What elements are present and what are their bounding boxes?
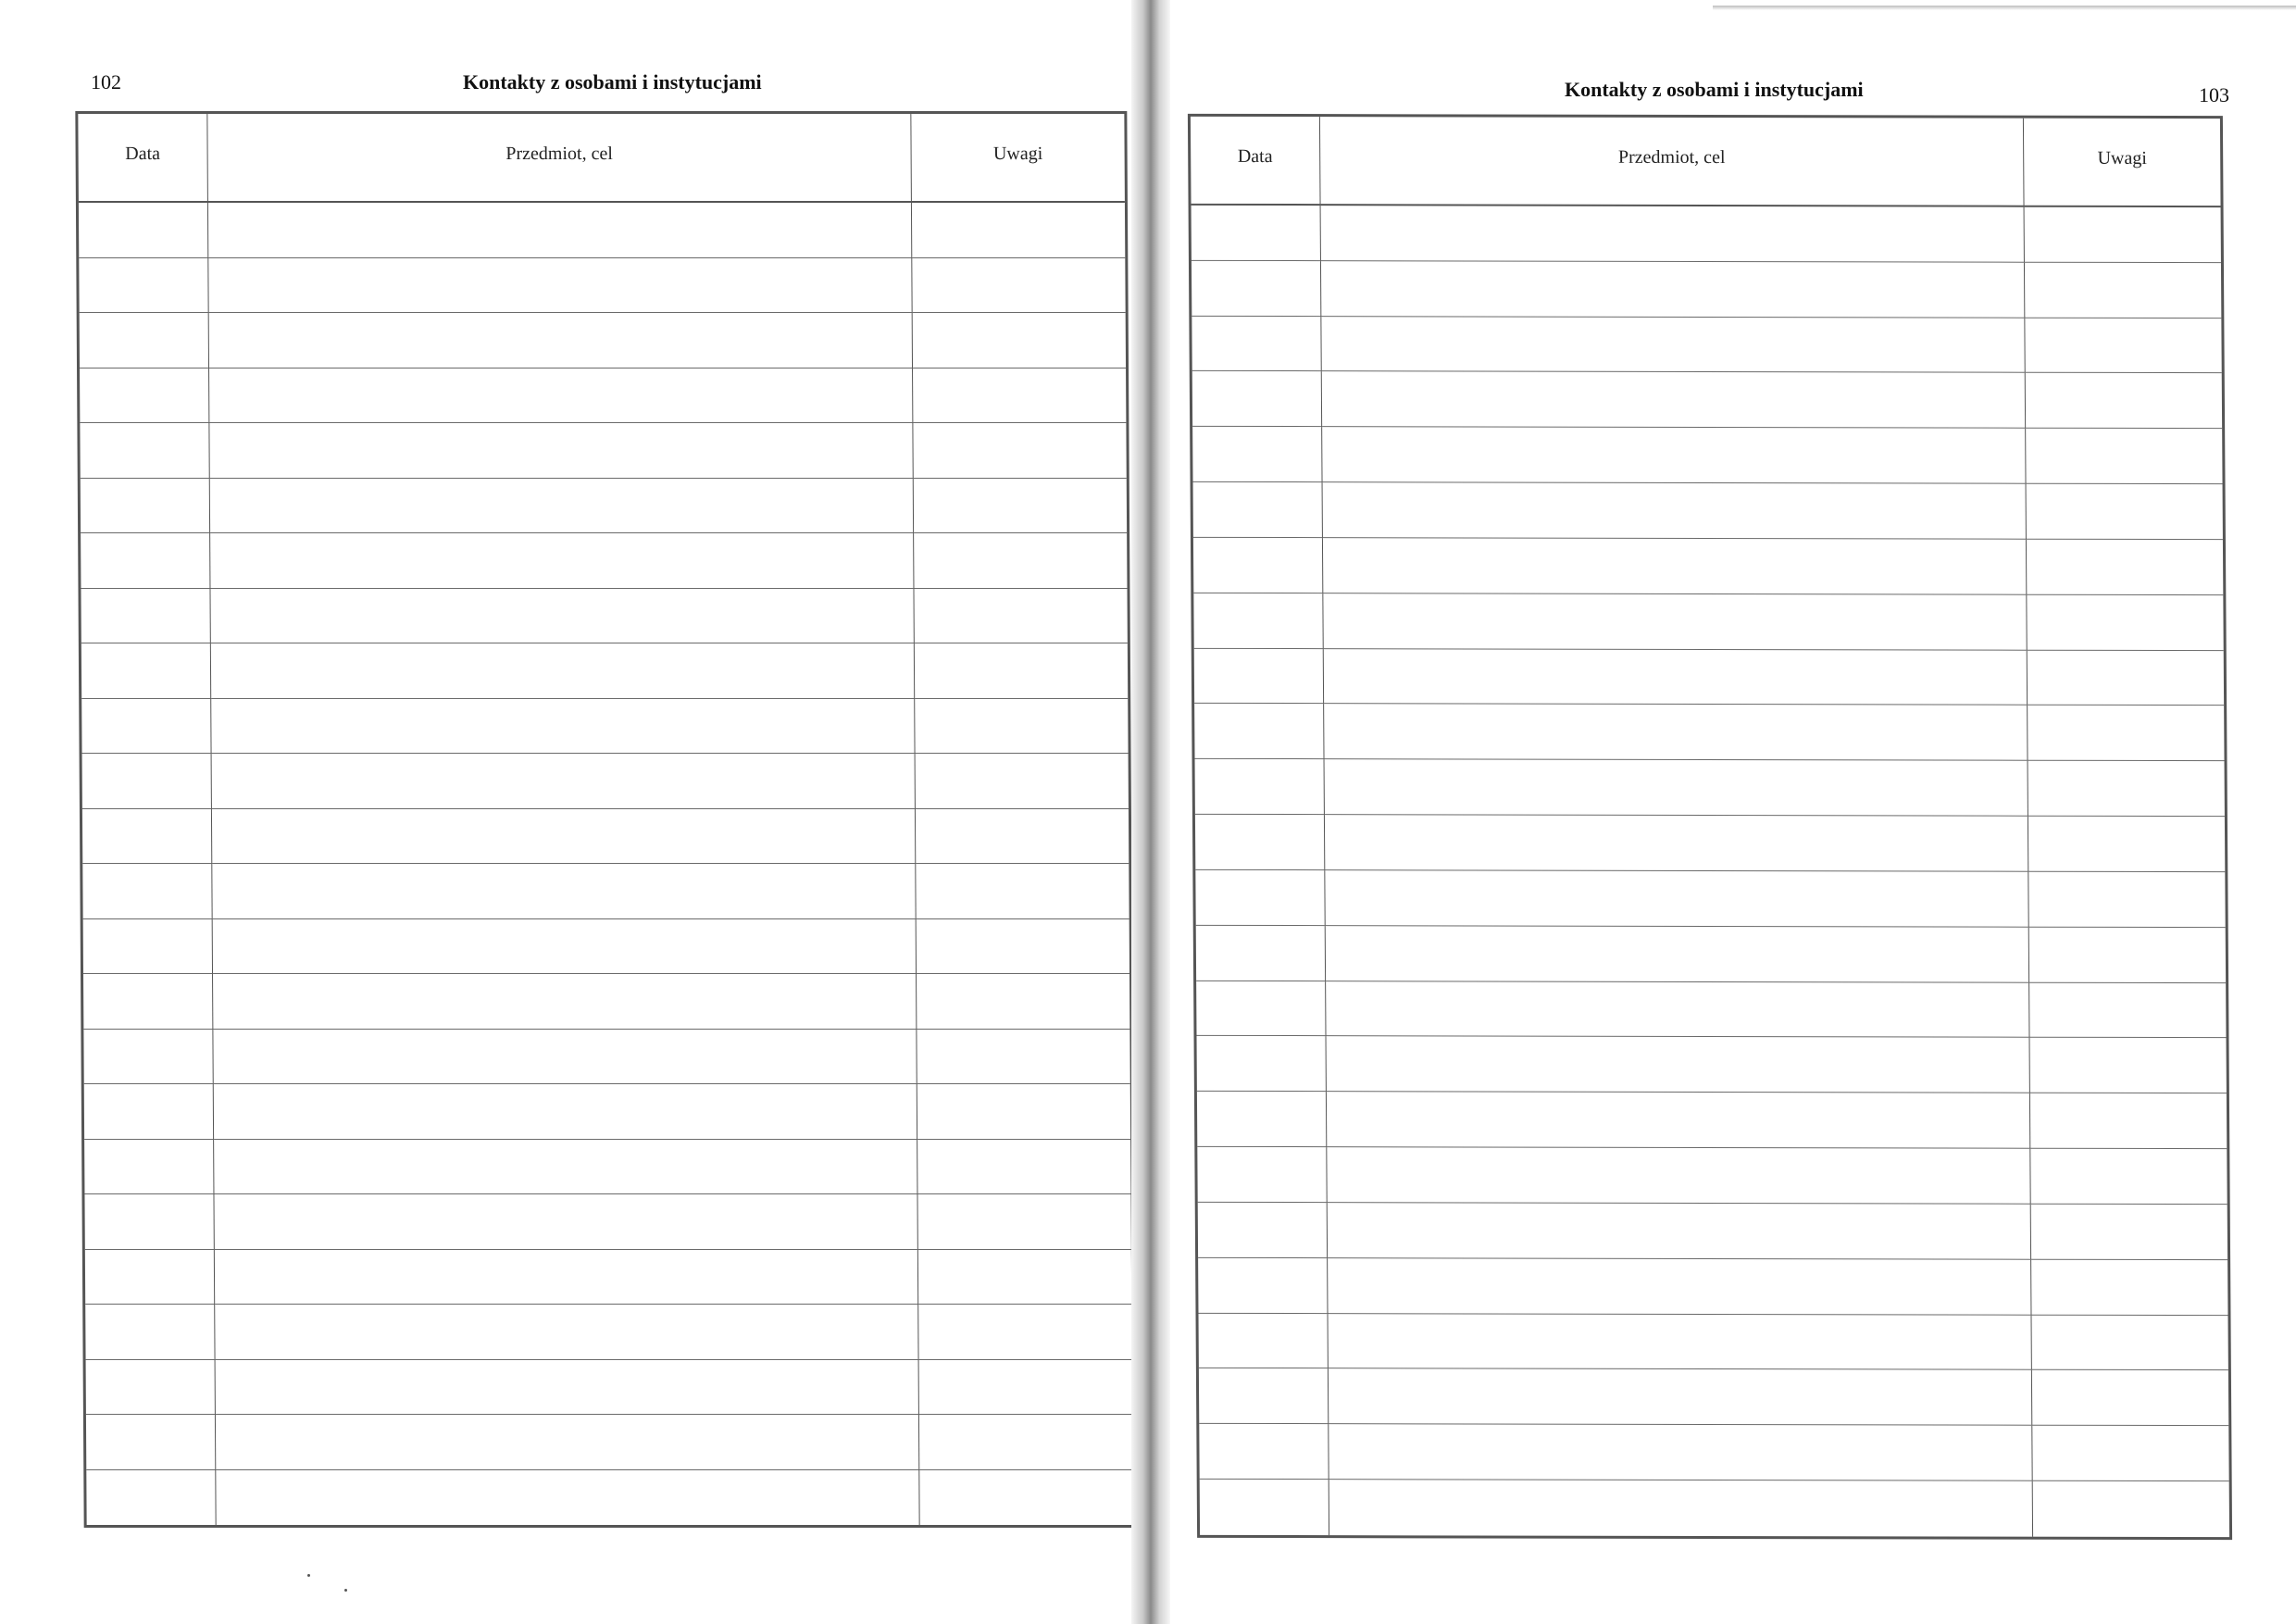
subject-cell <box>215 1305 918 1360</box>
date-cell <box>1196 926 1326 981</box>
remarks-cell <box>916 864 1129 919</box>
date-cell <box>81 589 210 644</box>
subject-cell <box>211 699 915 755</box>
date-cell <box>84 1140 214 1195</box>
date-cell <box>82 754 212 809</box>
contacts-table-left <box>75 111 1135 1528</box>
column-header-date: Data <box>78 114 208 203</box>
date-cell <box>1198 1314 1328 1369</box>
date-cell <box>80 313 209 369</box>
subject-cell <box>213 1030 917 1085</box>
subject-cell <box>1326 981 2029 1038</box>
remarks-cell <box>913 369 1126 424</box>
date-cell <box>1194 648 1324 704</box>
remarks-cell <box>2028 761 2225 817</box>
remarks-cell <box>914 533 1127 589</box>
date-cell <box>84 1194 214 1250</box>
remarks-cell <box>913 313 1126 369</box>
scan-speck <box>344 1589 347 1592</box>
subject-cell <box>216 1360 919 1416</box>
remarks-cell <box>915 699 1128 755</box>
remarks-cell <box>2028 817 2225 872</box>
remarks-cell <box>913 423 1126 479</box>
date-cell <box>79 203 208 258</box>
subject-cell <box>1327 1147 2030 1204</box>
subject-cell <box>1321 261 2025 318</box>
subject-cell <box>1324 649 2028 706</box>
remarks-cell <box>914 479 1127 534</box>
subject-cell <box>1329 1480 2033 1536</box>
date-cell <box>1195 759 1325 815</box>
subject-cell <box>1322 427 2026 483</box>
subject-cell <box>1327 1037 2030 1093</box>
date-cell <box>80 423 209 479</box>
page-number-right: 103 <box>2199 83 2229 106</box>
date-cell <box>82 809 212 865</box>
date-cell <box>79 258 208 314</box>
remarks-cell <box>2030 1149 2227 1205</box>
date-cell <box>1199 1424 1329 1480</box>
remarks-cell <box>917 1140 1130 1195</box>
remarks-cell <box>2029 982 2226 1038</box>
remarks-cell <box>919 1415 1132 1470</box>
date-cell <box>1192 427 1322 482</box>
remarks-cell <box>912 203 1125 258</box>
date-cell <box>1193 593 1323 649</box>
remarks-cell <box>2027 540 2223 595</box>
date-cell <box>1200 1480 1329 1535</box>
subject-cell <box>1328 1203 2031 1259</box>
remarks-cell <box>2026 429 2222 484</box>
date-cell <box>85 1305 215 1360</box>
date-cell <box>83 919 213 975</box>
subject-cell <box>1323 538 2027 594</box>
subject-cell <box>214 1084 917 1140</box>
subject-cell <box>1328 1258 2031 1315</box>
date-cell <box>1197 1092 1327 1147</box>
date-cell <box>1192 261 1321 317</box>
remarks-cell <box>917 1194 1130 1250</box>
remarks-cell <box>2030 1038 2227 1093</box>
remarks-cell <box>2031 1260 2227 1316</box>
subject-cell <box>213 919 917 975</box>
date-cell <box>1195 815 1325 870</box>
date-cell <box>81 699 211 755</box>
remarks-cell <box>2026 373 2222 429</box>
column-header-date: Data <box>1191 117 1321 206</box>
subject-cell <box>1326 926 2029 982</box>
subject-cell <box>211 643 915 699</box>
subject-cell <box>1325 759 2028 816</box>
subject-cell <box>1321 206 2025 262</box>
remarks-cell <box>917 1084 1130 1140</box>
remarks-cell <box>2028 872 2225 928</box>
subject-cell <box>1327 1092 2030 1148</box>
date-cell <box>1192 371 1322 427</box>
remarks-cell <box>919 1470 1132 1526</box>
remarks-cell <box>2033 1481 2229 1537</box>
contacts-table-right <box>1188 114 2232 1540</box>
book-gutter <box>1131 0 1170 1624</box>
remarks-cell <box>2030 1093 2227 1149</box>
subject-cell <box>209 313 913 369</box>
column-header-remarks: Uwagi <box>2024 119 2221 207</box>
subject-cell <box>213 974 917 1030</box>
running-title-right: Kontakty z osobami i instytucjami <box>1565 78 1864 101</box>
remarks-cell <box>916 809 1129 865</box>
subject-cell <box>1328 1314 2031 1370</box>
subject-cell <box>1323 593 2027 650</box>
subject-cell <box>212 754 916 809</box>
date-cell <box>1197 1036 1327 1092</box>
date-cell <box>81 533 210 589</box>
page-edge-shadow <box>1713 6 2296 10</box>
remarks-cell <box>2031 1315 2227 1370</box>
subject-cell <box>216 1415 919 1470</box>
subject-cell <box>210 533 914 589</box>
subject-cell <box>212 864 916 919</box>
subject-cell <box>1329 1424 2032 1480</box>
remarks-cell <box>2032 1426 2228 1481</box>
date-cell <box>80 369 209 424</box>
subject-cell <box>210 589 914 644</box>
remarks-cell <box>2029 928 2226 983</box>
column-header-subject: Przedmiot, cel <box>207 114 912 203</box>
remarks-cell <box>918 1250 1131 1305</box>
date-cell <box>1198 1258 1328 1314</box>
remarks-cell <box>2032 1370 2228 1426</box>
subject-cell <box>215 1250 918 1305</box>
page-number-left: 102 <box>91 70 121 94</box>
subject-cell <box>1322 372 2026 429</box>
date-cell <box>1195 870 1325 926</box>
remarks-cell <box>917 919 1129 975</box>
date-cell <box>83 974 213 1030</box>
date-cell <box>84 1084 214 1140</box>
remarks-cell <box>919 1360 1132 1416</box>
remarks-cell <box>2025 318 2221 373</box>
date-cell <box>1192 206 1321 261</box>
subject-cell <box>209 369 913 424</box>
column-header-remarks: Uwagi <box>911 114 1125 203</box>
subject-cell <box>210 479 914 534</box>
subject-cell <box>1329 1369 2032 1426</box>
remarks-cell <box>917 1030 1129 1085</box>
subject-cell <box>1321 317 2025 373</box>
remarks-cell <box>916 754 1129 809</box>
subject-cell <box>209 423 913 479</box>
remarks-cell <box>914 589 1127 644</box>
remarks-cell <box>2031 1205 2227 1260</box>
date-cell <box>1199 1368 1329 1424</box>
subject-cell <box>212 809 916 865</box>
date-cell <box>1196 981 1326 1036</box>
date-cell <box>81 643 211 699</box>
date-cell <box>86 1470 216 1526</box>
subject-cell <box>1323 482 2027 539</box>
remarks-cell <box>917 974 1129 1030</box>
date-cell <box>81 479 210 534</box>
remarks-cell <box>2028 650 2224 706</box>
subject-cell <box>216 1470 919 1526</box>
subject-cell <box>1325 815 2028 871</box>
remarks-cell <box>2025 263 2221 319</box>
remarks-cell <box>912 258 1125 314</box>
column-header-subject: Przedmiot, cel <box>1320 117 2025 207</box>
date-cell <box>1198 1203 1328 1258</box>
date-cell <box>85 1250 215 1305</box>
subject-cell <box>214 1194 917 1250</box>
subject-cell <box>1324 705 2028 761</box>
remarks-cell <box>2028 706 2224 761</box>
remarks-cell <box>2027 484 2223 540</box>
running-title-left: Kontakty z osobami i instytucjami <box>463 70 762 94</box>
date-cell <box>82 864 212 919</box>
remarks-cell <box>2025 207 2221 263</box>
date-cell <box>1194 704 1324 759</box>
subject-cell <box>208 203 912 258</box>
date-cell <box>86 1360 216 1416</box>
scan-speck <box>307 1574 310 1577</box>
date-cell <box>1192 316 1321 371</box>
date-cell <box>86 1415 216 1470</box>
subject-cell <box>208 258 912 314</box>
remarks-cell <box>918 1305 1131 1360</box>
subject-cell <box>214 1140 917 1195</box>
remarks-cell <box>2027 595 2223 651</box>
date-cell <box>1193 482 1323 538</box>
date-cell <box>83 1030 213 1085</box>
remarks-cell <box>915 643 1128 699</box>
date-cell <box>1193 538 1323 593</box>
subject-cell <box>1325 870 2028 927</box>
date-cell <box>1197 1147 1327 1203</box>
